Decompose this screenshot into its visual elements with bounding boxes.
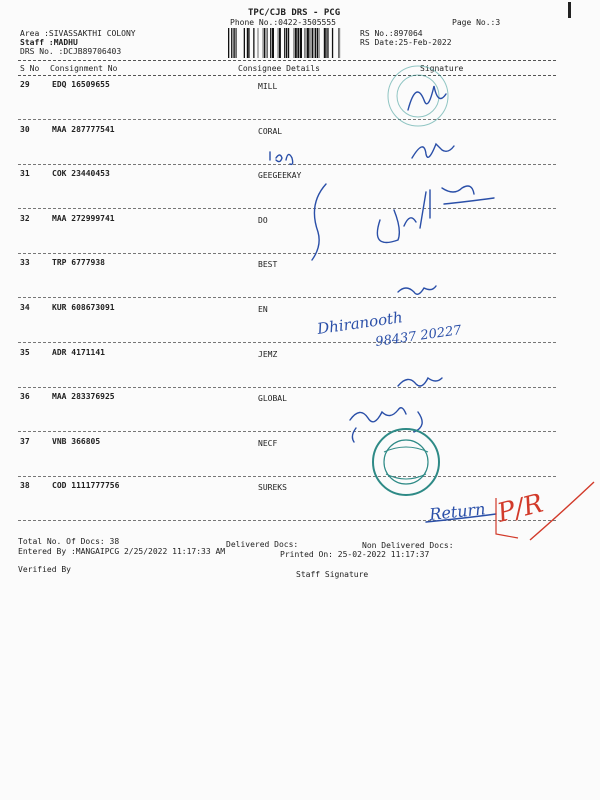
- barcode-bar: [338, 28, 339, 58]
- row-consignment-no: COK 23440453: [52, 169, 110, 178]
- barcode-bar: [279, 28, 281, 58]
- delivered-docs: Delivered Docs:: [226, 540, 299, 549]
- row-sno: 29: [20, 80, 30, 89]
- barcode-bar: [328, 28, 329, 58]
- row-rule: [18, 297, 556, 298]
- barcode-bar: [319, 28, 320, 58]
- drs-number: DRS No. :DCJB89706403: [20, 47, 122, 56]
- barcode-bar: [326, 28, 327, 58]
- page-number: Page No.:3: [452, 18, 501, 27]
- row-consignment-no: MAA 287777541: [52, 125, 115, 134]
- row-consignment-no: ADR 4171141: [52, 348, 105, 357]
- printed-on: Printed On: 25-02-2022 11:17:37: [280, 550, 430, 559]
- staff-signature-label: Staff Signature: [296, 570, 369, 579]
- row-consignee: MILL: [258, 82, 278, 91]
- barcode-image: [228, 28, 350, 58]
- signature-row30: [412, 144, 454, 158]
- barcode-bar: [332, 28, 333, 58]
- row-consignee: GEEGEEKAY: [258, 171, 302, 180]
- barcode-bar: [324, 28, 326, 58]
- barcode-bar: [270, 28, 271, 58]
- document-title: TPC/CJB DRS - PCG: [248, 8, 341, 18]
- row-consignee: CORAL: [258, 127, 283, 136]
- red-pr-mark: P/R: [494, 488, 547, 529]
- barcode-bar: [264, 28, 265, 58]
- signature-row31: [377, 186, 494, 243]
- row-sno: 31: [20, 169, 30, 178]
- signature-row35: [398, 378, 442, 386]
- row-consignee: JEMZ: [258, 350, 278, 359]
- row-consignment-no: VNB 366805: [52, 437, 101, 446]
- barcode-bar: [312, 28, 313, 58]
- barcode-bar: [278, 28, 279, 58]
- verified-by: Verified By: [18, 565, 71, 574]
- barcode-bar: [288, 28, 289, 58]
- barcode-bar: [286, 28, 287, 58]
- barcode-bar: [284, 28, 285, 58]
- row-consignee: DO: [258, 216, 268, 225]
- row-consignee: EN: [258, 305, 268, 314]
- barcode-bar: [244, 28, 245, 58]
- row-sno: 34: [20, 303, 30, 312]
- column-header-consignment: Consignment No: [50, 64, 118, 73]
- barcode-bar: [297, 28, 299, 58]
- row-rule: [18, 520, 556, 521]
- barcode-bar: [247, 28, 249, 58]
- barcode-bar: [307, 28, 309, 58]
- row-sno: 36: [20, 392, 30, 401]
- row-consignee: GLOBAL: [258, 394, 287, 403]
- barcode-bar: [231, 28, 232, 58]
- barcode-bar: [234, 28, 235, 58]
- barcode-bar: [233, 28, 234, 58]
- barcode-bar: [311, 28, 312, 58]
- barcode-bar: [236, 28, 237, 58]
- barcode-bar: [267, 28, 268, 58]
- barcode-bar: [306, 28, 307, 58]
- column-header-details: Consignee Details: [238, 64, 320, 73]
- barcode-bar: [315, 28, 316, 58]
- initials-row30: [270, 152, 293, 164]
- barcode-bar: [310, 28, 311, 58]
- barcode-bar: [300, 28, 302, 58]
- barcode-bar: [295, 28, 297, 58]
- barcode-bar: [317, 28, 318, 58]
- row-rule: [18, 208, 556, 209]
- row-rule: [18, 476, 556, 477]
- entered-by: Entered By :MANGAIPCG 2/25/2022 11:17:33 AM: [18, 547, 226, 556]
- row-rule: [18, 119, 556, 120]
- signature-row29: [408, 86, 446, 110]
- signature-row36: [350, 408, 422, 442]
- phone-number: Phone No.:0422-3505555: [230, 18, 336, 27]
- row-sno: 35: [20, 348, 30, 357]
- barcode-bar: [314, 28, 315, 58]
- row-sno: 30: [20, 125, 30, 134]
- barcode-bar: [253, 28, 254, 58]
- column-header-sno: S No: [20, 64, 40, 73]
- row-consignment-no: TRP 6777938: [52, 258, 105, 267]
- handwritten-return-row38: Return: [428, 499, 487, 524]
- row-consignment-no: KUR 608673091: [52, 303, 115, 312]
- barcode-bar: [340, 28, 341, 58]
- handwritten-name-row34: Dhiranooth: [316, 308, 404, 338]
- area-label: Area :SIVASSAKTHI COLONY: [20, 29, 136, 38]
- barcode-bar: [305, 28, 306, 58]
- row-sno: 38: [20, 481, 30, 490]
- total-docs: Total No. Of Docs: 38: [18, 537, 120, 546]
- signature-row32: [312, 184, 326, 260]
- row-rule: [18, 164, 556, 165]
- company-seal-stamp: [373, 429, 439, 495]
- row-sno: 37: [20, 437, 30, 446]
- row-consignee: NECF: [258, 439, 278, 448]
- signature-row33: [398, 286, 436, 294]
- barcode-bar: [263, 28, 264, 58]
- barcode-bar: [294, 28, 295, 58]
- row-sno: 33: [20, 258, 30, 267]
- row-consignment-no: MAA 272999741: [52, 214, 115, 223]
- header-top-rule: [18, 60, 556, 61]
- barcode-bar: [266, 28, 267, 58]
- column-header-signature: Signature: [420, 64, 464, 73]
- row-consignment-no: EDQ 16509655: [52, 80, 110, 89]
- rs-date: RS Date:25-Feb-2022: [360, 38, 452, 47]
- barcode-bar: [258, 28, 259, 58]
- red-pen-box: [496, 498, 518, 538]
- row-consignment-no: COD 1111777756: [52, 481, 120, 490]
- red-pen-stroke: [530, 482, 594, 540]
- row-consignee: SUREKS: [258, 483, 287, 492]
- row-rule: [18, 387, 556, 388]
- row-sno: 32: [20, 214, 30, 223]
- row-consignment-no: MAA 283376925: [52, 392, 115, 401]
- row-rule: [18, 431, 556, 432]
- header-bottom-rule: [18, 75, 556, 76]
- handwritten-phone-row34: 98437 20227: [374, 323, 463, 350]
- barcode-bar: [228, 28, 229, 58]
- edge-mark: [568, 2, 571, 18]
- rs-number: RS No.:897064: [360, 29, 423, 38]
- barcode-bar: [249, 28, 250, 58]
- row-consignee: BEST: [258, 260, 278, 269]
- staff-label: Staff :MADHU: [20, 38, 78, 47]
- barcode-bar: [272, 28, 274, 58]
- non-delivered-docs: Non Delivered Docs:: [362, 541, 454, 550]
- row-rule: [18, 342, 556, 343]
- row-rule: [18, 253, 556, 254]
